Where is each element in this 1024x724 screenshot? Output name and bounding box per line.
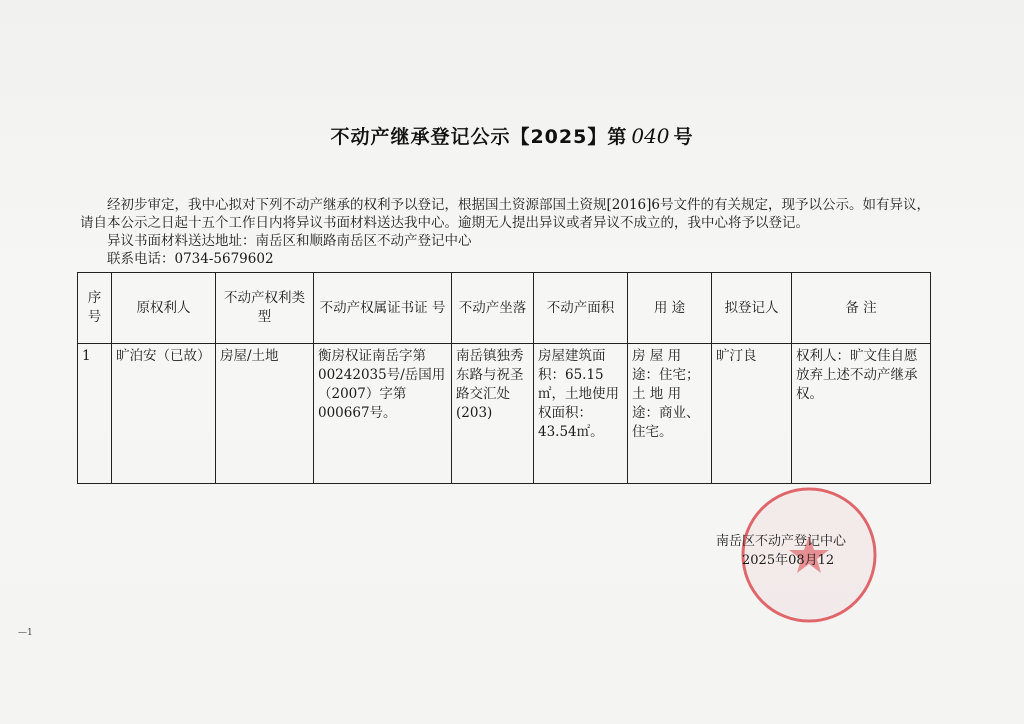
handwritten-number: 040 <box>631 124 670 148</box>
cell-seq: 1 <box>78 344 112 484</box>
cell-registrant: 旷汀良 <box>712 344 792 484</box>
cell-owner: 旷泊安（已故） <box>112 344 216 484</box>
header-location: 不动产坐落 <box>452 273 534 344</box>
address-line: 异议书面材料送达地址：南岳区和顺路南岳区不动产登记中心 <box>107 233 472 249</box>
header-usage: 用 途 <box>628 273 712 344</box>
cell-area: 房屋建筑面积：65.15㎡，土地使用权面积：43.54㎡。 <box>534 344 628 484</box>
cell-right-type: 房屋/土地 <box>216 344 314 484</box>
registration-table <box>77 272 931 484</box>
cell-location: 南岳镇独秀东路与祝圣路交汇处(203) <box>452 344 534 484</box>
header-registrant: 拟登记人 <box>712 273 792 344</box>
header-owner: 原权利人 <box>112 273 216 344</box>
intro-paragraph: 经初步审定，我中心拟对下列不动产继承的权利予以登记，根据国土资源部国土资规[2016]6号文件的有关规定，现予以公示。如有异议，请自本公示之日起十五个工作日内将异议书面材料送达我中心。逾期无人提出异议或者异议不成立的，我中心将予以登记。 <box>80 197 930 231</box>
page-title: 不动产继承登记公示【2025】第 040 号 <box>330 124 694 148</box>
table-row <box>78 344 931 484</box>
table-header-row <box>78 273 931 344</box>
signature-date: 2025年08月12 <box>742 553 835 568</box>
header-right-type: 不动产权利类 型 <box>216 273 314 344</box>
signature-org: 南岳区不动产登记中心 <box>716 534 847 549</box>
cell-usage <box>628 344 712 484</box>
header-area: 不动产面积 <box>534 273 628 344</box>
header-cert-no: 不动产权属证书证 号 <box>314 273 452 344</box>
signature-block <box>716 532 846 570</box>
cell-remarks: 权利人：旷文佳自愿放弃上述不动产继承权。 <box>792 344 931 484</box>
cell-cert-no: 衡房权证南岳字第00242035号/岳国用（2007）字第000667号。 <box>314 344 452 484</box>
phone-line: 联系电话：0734-5679602 <box>107 251 274 267</box>
margin-mark: —1 <box>18 628 33 638</box>
usage-house: 房 屋 用途：住宅； <box>632 348 700 384</box>
header-seq: 序号 <box>78 273 112 344</box>
header-remarks: 备 注 <box>792 273 931 344</box>
usage-land: 土 地 用途：商业、住宅。 <box>632 386 700 441</box>
